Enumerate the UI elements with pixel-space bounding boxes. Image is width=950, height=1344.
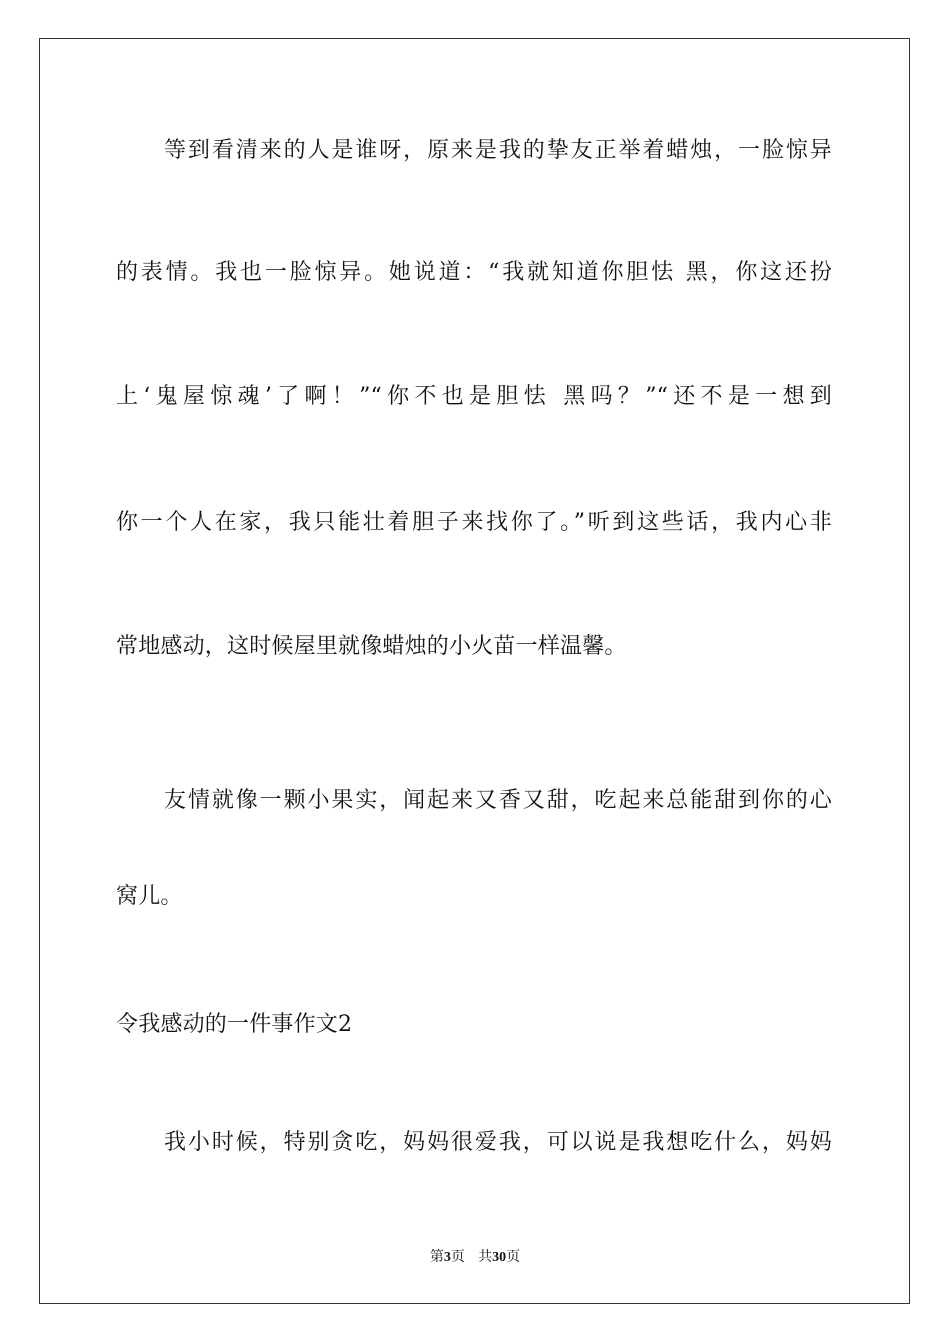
paragraph-line: 的表情。我也一脸惊异。她说道：“我就知道你胆怯 黑，你这还扮 xyxy=(116,260,832,285)
current-page-number: 3 xyxy=(443,1250,451,1265)
paragraph-line: 我小时候，特别贪吃，妈妈很爱我，可以说是我想吃什么，妈妈 xyxy=(164,1130,832,1155)
total-pages-number: 30 xyxy=(492,1250,507,1265)
footer-total-suffix: 页 xyxy=(506,1249,521,1265)
paragraph-line: 常地感动，这时候屋里就像蜡烛的小火苗一样温馨。 xyxy=(116,634,627,659)
paragraph-line: 窝儿。 xyxy=(116,884,183,909)
page-footer xyxy=(0,1248,950,1267)
section-title: 令我感动的一件事作文2 xyxy=(116,1012,353,1037)
page-border xyxy=(39,38,910,1304)
paragraph-line: 等到看清来的人是谁呀，原来是我的挚友正举着蜡烛，一脸惊异 xyxy=(164,138,832,163)
footer-prefix: 第 xyxy=(429,1249,444,1265)
footer-page-suffix: 页 xyxy=(450,1249,465,1265)
paragraph-line: 上‘鬼屋惊魂’了啊！”“你不也是胆怯 黑吗？”“还不是一想到 xyxy=(116,384,832,409)
footer-total-prefix: 共 xyxy=(478,1249,493,1265)
paragraph-line: 友情就像一颗小果实，闻起来又香又甜，吃起来总能甜到你的心 xyxy=(164,788,832,813)
paragraph-line: 你一个人在家，我只能壮着胆子来找你了。”听到这些话，我内心非 xyxy=(116,510,832,535)
